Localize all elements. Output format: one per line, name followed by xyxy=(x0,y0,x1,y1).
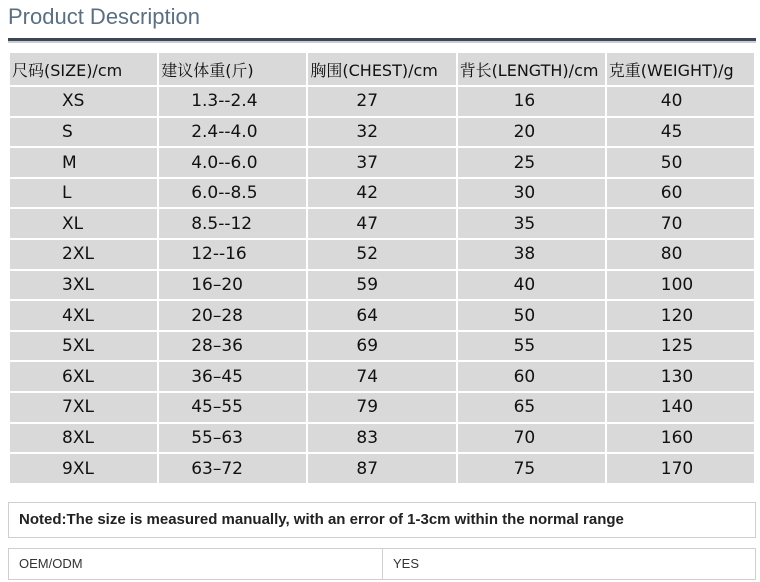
table-cell: 30 xyxy=(458,179,605,208)
table-cell: 100 xyxy=(607,271,754,300)
table-cell: 125 xyxy=(607,332,754,361)
table-cell: XL xyxy=(10,209,157,238)
table-cell: 69 xyxy=(308,332,455,361)
table-cell: 4XL xyxy=(10,301,157,330)
table-cell: 70 xyxy=(607,209,754,238)
size-chart-header-row xyxy=(10,53,754,85)
table-cell: 79 xyxy=(308,393,455,422)
table-cell: 3XL xyxy=(10,271,157,300)
table-cell: 6XL xyxy=(10,362,157,391)
table-cell: 50 xyxy=(607,148,754,177)
table-cell: 45–55 xyxy=(159,393,306,422)
title-divider-shadow xyxy=(8,41,756,43)
table-cell: 16–20 xyxy=(159,271,306,300)
table-cell: 9XL xyxy=(10,454,157,483)
table-cell: 20 xyxy=(458,118,605,147)
table-cell: 20–28 xyxy=(159,301,306,330)
table-cell: 7XL xyxy=(10,393,157,422)
table-row xyxy=(10,148,754,177)
table-cell: 36–45 xyxy=(159,362,306,391)
spec-key: OEM/ODM xyxy=(9,549,383,579)
header-chest: 胸围(CHEST)/cm xyxy=(308,53,455,85)
table-cell: 52 xyxy=(308,240,455,269)
table-cell: 8.5--12 xyxy=(159,209,306,238)
header-length: 背长(LENGTH)/cm xyxy=(458,53,605,85)
table-cell: 87 xyxy=(308,454,455,483)
table-row xyxy=(10,179,754,208)
table-cell: 74 xyxy=(308,362,455,391)
table-row xyxy=(10,454,754,483)
measurement-note: Noted:The size is measured manually, with an error of 1-3cm within the normal range xyxy=(8,502,756,538)
table-cell: 130 xyxy=(607,362,754,391)
table-cell: S xyxy=(10,118,157,147)
table-cell: 28–36 xyxy=(159,332,306,361)
table-cell: 60 xyxy=(458,362,605,391)
table-row xyxy=(10,424,754,453)
table-row xyxy=(10,362,754,391)
table-cell: 60 xyxy=(607,179,754,208)
table-cell: 2.4--4.0 xyxy=(159,118,306,147)
table-cell: 8XL xyxy=(10,424,157,453)
table-cell: 83 xyxy=(308,424,455,453)
table-row xyxy=(10,118,754,147)
table-cell: 40 xyxy=(458,271,605,300)
table-cell: 140 xyxy=(607,393,754,422)
table-cell: 75 xyxy=(458,454,605,483)
table-cell: L xyxy=(10,179,157,208)
header-size: 尺码(SIZE)/cm xyxy=(10,53,157,85)
table-cell: 160 xyxy=(607,424,754,453)
table-cell: 27 xyxy=(308,87,455,116)
spec-row xyxy=(8,548,756,580)
table-cell: 6.0--8.5 xyxy=(159,179,306,208)
table-cell: XS xyxy=(10,87,157,116)
table-cell: 63–72 xyxy=(159,454,306,483)
table-cell: 170 xyxy=(607,454,754,483)
table-cell: 38 xyxy=(458,240,605,269)
table-cell: 12--16 xyxy=(159,240,306,269)
table-row xyxy=(10,240,754,269)
table-cell: 65 xyxy=(458,393,605,422)
header-gram-weight: 克重(WEIGHT)/g xyxy=(607,53,754,85)
table-cell: 55 xyxy=(458,332,605,361)
table-cell: 59 xyxy=(308,271,455,300)
table-cell: 16 xyxy=(458,87,605,116)
table-row xyxy=(10,332,754,361)
table-cell: 55–63 xyxy=(159,424,306,453)
table-row xyxy=(10,271,754,300)
table-row xyxy=(10,87,754,116)
table-cell: 37 xyxy=(308,148,455,177)
table-cell: M xyxy=(10,148,157,177)
table-cell: 120 xyxy=(607,301,754,330)
table-row xyxy=(10,393,754,422)
table-cell: 4.0--6.0 xyxy=(159,148,306,177)
table-cell: 2XL xyxy=(10,240,157,269)
table-cell: 32 xyxy=(308,118,455,147)
table-cell: 45 xyxy=(607,118,754,147)
table-cell: 47 xyxy=(308,209,455,238)
table-cell: 70 xyxy=(458,424,605,453)
section-title: Product Description xyxy=(8,4,200,29)
table-row xyxy=(10,301,754,330)
table-cell: 1.3--2.4 xyxy=(159,87,306,116)
table-cell: 50 xyxy=(458,301,605,330)
size-chart-image xyxy=(8,51,756,485)
table-cell: 80 xyxy=(607,240,754,269)
table-cell: 35 xyxy=(458,209,605,238)
size-chart-table xyxy=(8,51,756,485)
table-cell: 42 xyxy=(308,179,455,208)
table-cell: 5XL xyxy=(10,332,157,361)
spec-value: YES xyxy=(393,556,420,571)
table-cell: 64 xyxy=(308,301,455,330)
table-cell: 40 xyxy=(607,87,754,116)
table-cell: 25 xyxy=(458,148,605,177)
header-weight-recommend: 建议体重(斤) xyxy=(159,53,306,85)
table-row xyxy=(10,209,754,238)
